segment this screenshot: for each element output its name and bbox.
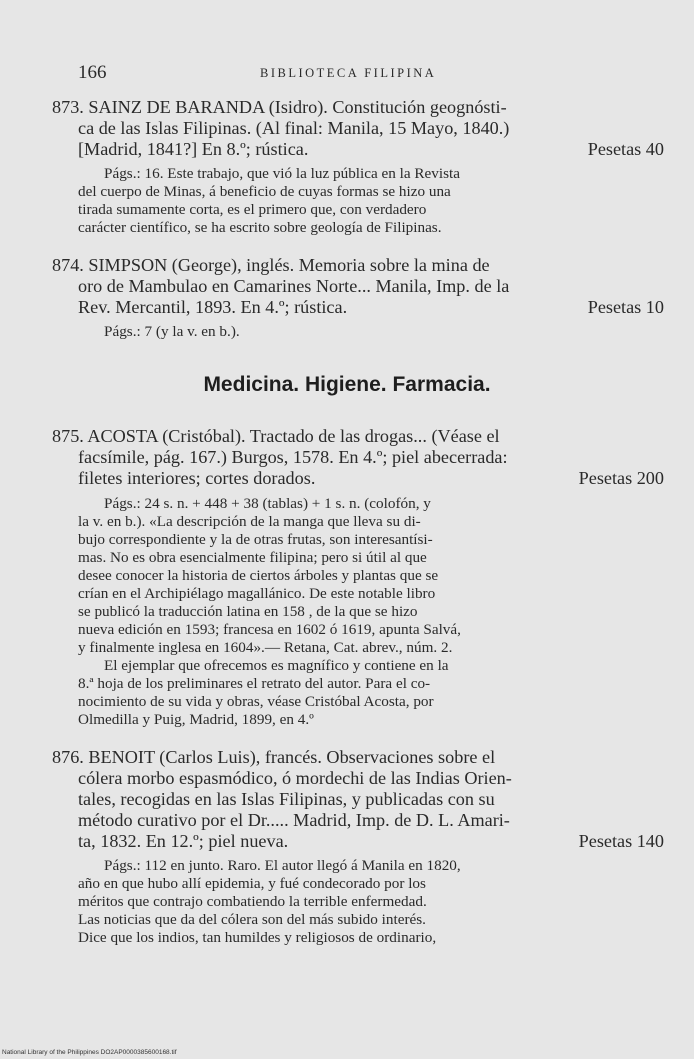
price-label: Pesetas 200 <box>578 468 664 488</box>
entry-line: oro de Mambulao en Camarines Norte... Manila, Imp. de la <box>78 276 510 296</box>
note-line: crían en el Archipiélago magallánico. De este notable libro <box>78 585 436 602</box>
running-title: BIBLIOTECA FILIPINA <box>260 66 437 80</box>
note-line: tirada sumamente corta, es el primero que, con verdadero <box>78 201 427 218</box>
entry-line: facsímile, pág. 167.) Burgos, 1578. En 4.º; piel abecerrada: <box>78 447 508 467</box>
note-line: Olmedilla y Puig, Madrid, 1899, en 4.º <box>78 711 314 728</box>
entry-line: cólera morbo espasmódico, ó mordechi de las Indias Orien- <box>78 768 512 788</box>
entry-line: ta, 1832. En 12.º; piel nueva. <box>78 831 289 851</box>
entry-line: Rev. Mercantil, 1893. En 4.º; rústica. <box>78 297 348 317</box>
price-label: Pesetas 10 <box>587 297 664 317</box>
note-line: desee conocer la historia de ciertos árboles y plantas que se <box>78 567 439 584</box>
note-line: nueva edición en 1593; francesa en 1602 ó 1619, apunta Salvá, <box>78 621 461 638</box>
note-line: y finalmente inglesa en 1604».— Retana, Cat. abrev., núm. 2. <box>78 639 453 656</box>
entry-line: filetes interiores; cortes dorados. <box>78 468 316 488</box>
note-line: bujo correspondiente y la de otras frutas, son interesantísi- <box>78 531 433 548</box>
section-title: Medicina. Higiene. Farmacia. <box>203 373 491 396</box>
note-line: méritos que contrajo combatiendo la terrible enfermedad. <box>78 893 427 910</box>
note-line: carácter científico, se ha escrito sobre geología de Filipinas. <box>78 219 442 236</box>
entry-line: ca de las Islas Filipinas. (Al final: Manila, 15 Mayo, 1840.) <box>78 118 510 138</box>
page-number: 166 <box>78 62 107 83</box>
price-label: Pesetas 40 <box>587 139 664 159</box>
note-line: 8.ª hoja de los preliminares el retrato del autor. Para el co- <box>78 675 431 692</box>
note-line: la v. en b.). «La descripción de la manga que lleva su di- <box>78 513 421 530</box>
running-header <box>78 62 658 86</box>
entry-line: 875. ACOSTA (Cristóbal). Tractado de las drogas... (Véase el <box>52 426 500 446</box>
note-line: mas. No es obra esencialmente filipina; pero si útil al que <box>78 549 427 566</box>
entry-line: tales, recogidas en las Islas Filipinas, y publicadas con su <box>78 789 495 809</box>
note-line: Págs.: 112 en junto. Raro. El autor llegó á Manila en 1820, <box>104 857 461 874</box>
note-line: del cuerpo de Minas, á beneficio de cuyas formas se hizo una <box>78 183 451 200</box>
entry-line: 874. SIMPSON (George), inglés. Memoria sobre la mina de <box>52 255 490 275</box>
entry-line: 876. BENOIT (Carlos Luis), francés. Observaciones sobre el <box>52 747 496 767</box>
price-label: Pesetas 140 <box>578 831 664 851</box>
note-line: Págs.: 16. Este trabajo, que vió la luz pública en la Revista <box>104 165 460 182</box>
note-line: Las noticias que da del cólera son del más subido interés. <box>78 911 426 928</box>
note-line: año en que hubo allí epidemia, y fué condecorado por los <box>78 875 426 892</box>
entry-line: método curativo por el Dr..... Madrid, Imp. de D. L. Amari- <box>78 810 510 830</box>
scan-credit: National Library of the Philippines DO2AP0000385600168.tif <box>2 1049 177 1056</box>
note-line: nocimiento de su vida y obras, véase Cristóbal Acosta, por <box>78 693 434 710</box>
note-line: Págs.: 7 (y la v. en b.). <box>104 323 240 340</box>
entry-line: [Madrid, 1841?] En 8.º; rústica. <box>78 139 309 159</box>
note-line: se publicó la traducción latina en 158 , de la que se hizo <box>78 603 418 620</box>
note-line: Págs.: 24 s. n. + 448 + 38 (tablas) + 1 s. n. (colofón, y <box>104 495 431 512</box>
note-line: Dice que los indios, tan humildes y religiosos de ordinario, <box>78 929 437 946</box>
entry-line: 873. SAINZ DE BARANDA (Isidro). Constitución geognósti- <box>52 97 507 117</box>
note-line: El ejemplar que ofrecemos es magnífico y contiene en la <box>104 657 449 674</box>
